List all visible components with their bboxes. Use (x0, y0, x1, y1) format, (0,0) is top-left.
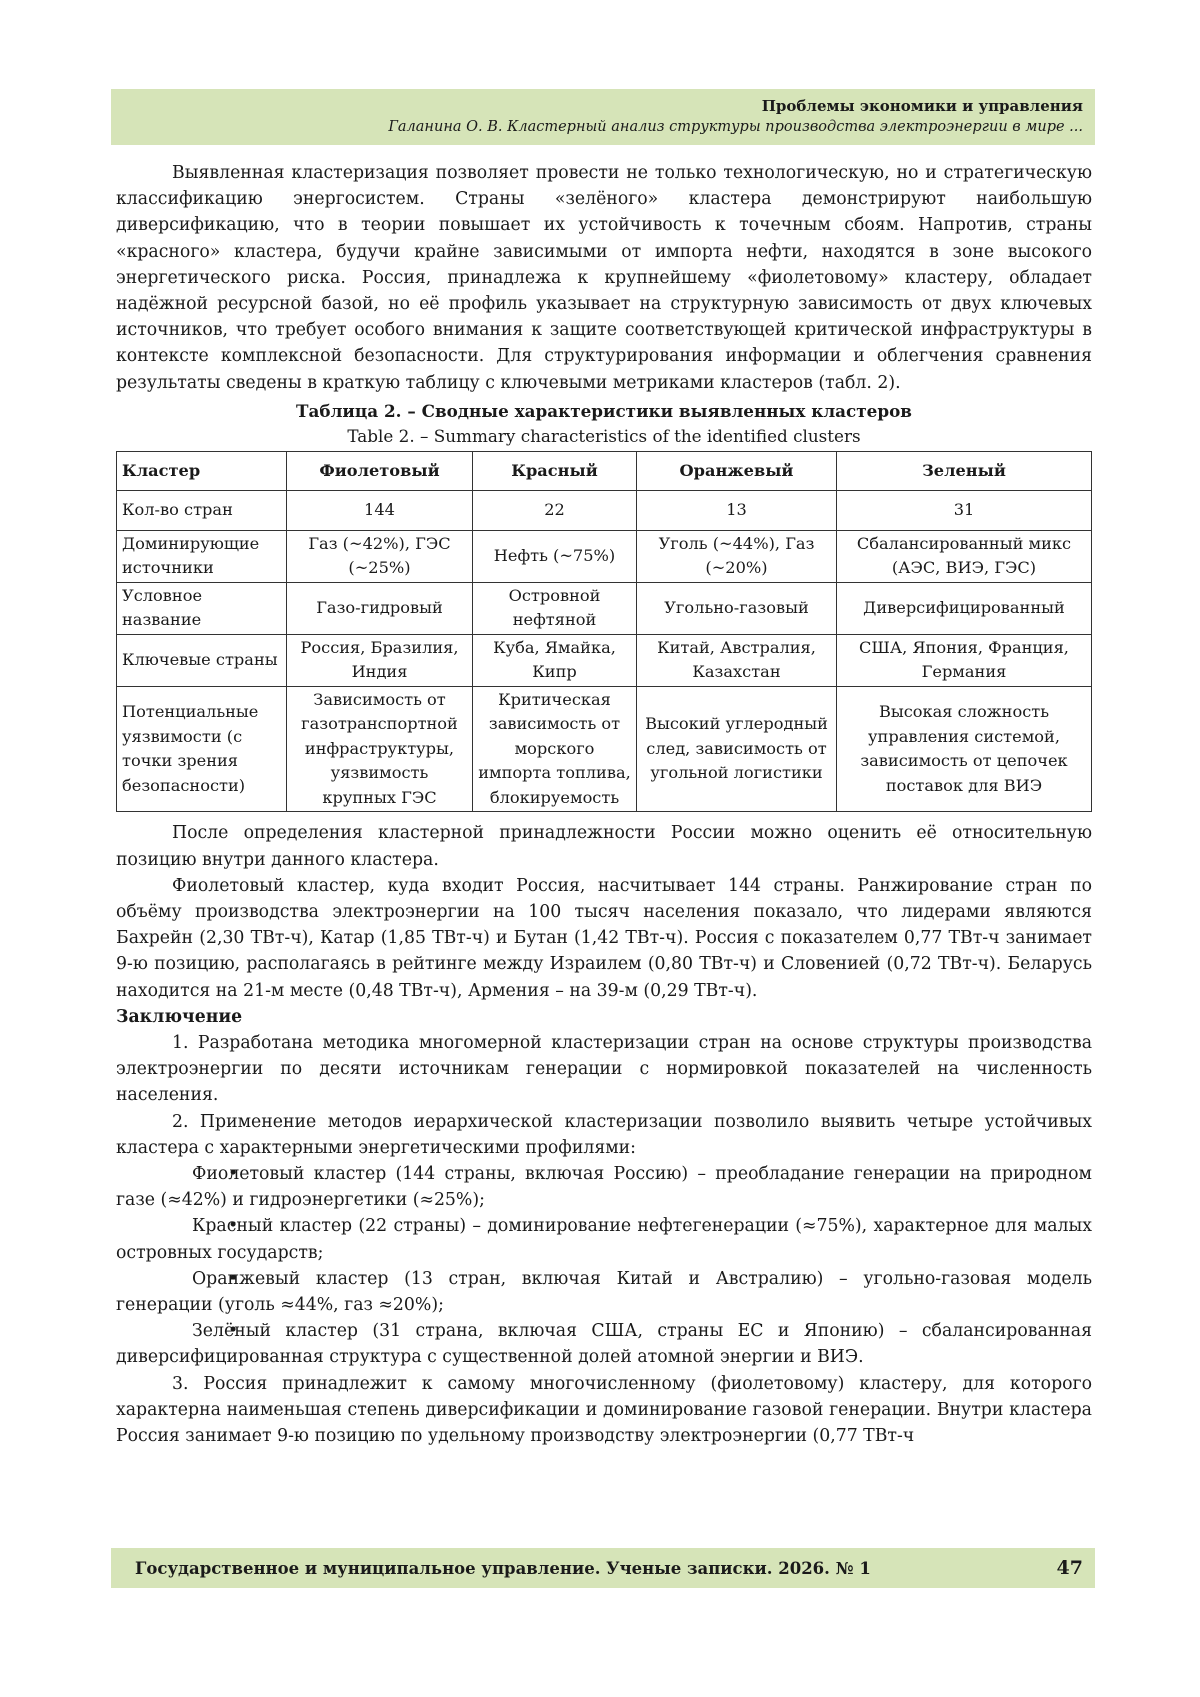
table-cell: Угольно-газовый (637, 582, 837, 634)
running-footer (111, 1548, 1095, 1588)
table-cell: Диверсифицированный (837, 582, 1092, 634)
table-row (117, 490, 1092, 530)
table-row (117, 530, 1092, 582)
page-number: 47 (1056, 1557, 1083, 1579)
table-cell: Россия, Бразилия, Индия (287, 634, 473, 686)
table-cell: 31 (837, 490, 1092, 530)
table-caption-ru: Таблица 2. – Сводные характеристики выявленных кластеров (296, 400, 912, 421)
table-caption-en: Table 2. – Summary characteristics of the identified clusters (347, 425, 861, 446)
table-cell: Кол-во стран (117, 490, 287, 530)
table-cell: Высокий углеродный след, зависимость от угольной логистики (637, 686, 837, 812)
journal-section-title: Проблемы экономики и управления (761, 97, 1083, 115)
table-header-cell: Фиолетовый (287, 451, 473, 490)
table-header-cell: Оранжевый (637, 451, 837, 490)
table-cell: Куба, Ямайка, Кипр (473, 634, 637, 686)
table-row (117, 582, 1092, 634)
table-cell: Уголь (~44%), Газ (~20%) (637, 530, 837, 582)
bullet-item: • Фиолетовый кластер (144 страны, включая Россию) – преобладание генерации на природном газе (≈42%) и гидроэнергетики (≈25%); (116, 1161, 1092, 1213)
table-cell: 144 (287, 490, 473, 530)
table-cell: Доминирующие источники (117, 530, 287, 582)
table-cell: Потенциальные уязвимости (с точки зрения безопасности) (117, 686, 287, 812)
conclusion-item: 3. Россия принадлежит к самому многочисленному (фиолетовому) кластеру, для которого характерна наименьшая степень диверсификации и доминирование газовой генерации. Внутри кластера Россия занимает 9-ю позицию по удельному производству электроэнергии (0,77 ТВт-ч (116, 1373, 1092, 1446)
article-running-title: Галанина О. В. Кластерный анализ структуры производства электроэнергии в мире ... (388, 119, 1083, 135)
table-cell: Газо-гидровый (287, 582, 473, 634)
body-paragraph: Фиолетовый кластер, куда входит Россия, насчитывает 144 страны. Ранжирование стран по объёму производства электроэнергии на 100 тысяч населения показало, что лидерами являются Бахрейн (2,30 ТВт-ч), Катар (1,85 ТВт-ч) и Бутан (1,42 ТВт-ч). Россия с показателем 0,77 ТВт-ч занимает 9-ю позицию, располагаясь в рейтинге между Израилем (0,80 ТВт-ч) и Словенией (0,72 ТВт-ч). Беларусь находится на 21-м месте (0,48 ТВт-ч), Армения – на 39-м (0,29 ТВт-ч). (116, 875, 1092, 1001)
table-row (117, 686, 1092, 812)
table-cell: 13 (637, 490, 837, 530)
table-cell: Ключевые страны (117, 634, 287, 686)
cluster-summary-table (116, 451, 1092, 813)
conclusion-item: 1. Разработана методика многомерной кластеризации стран на основе структуры производства электроэнергии по десяти источникам генерации с нормировкой показателей на численность населения. (116, 1032, 1092, 1106)
table-cell: Нефть (~75%) (473, 530, 637, 582)
running-header (111, 89, 1095, 145)
table-header-cell: Зеленый (837, 451, 1092, 490)
bullet-item: • Оранжевый кластер (13 стран, включая Китай и Австралию) – угольно-газовая модель генерации (уголь ≈44%, газ ≈20%); (116, 1266, 1092, 1318)
page-body (116, 160, 1092, 1449)
journal-title: Государственное и муниципальное управление. Ученые записки. 2026. № 1 (135, 1558, 871, 1578)
table-header-cell: Красный (473, 451, 637, 490)
table-cell: Зависимость от газотранспортной инфраструктуры, уязвимость крупных ГЭС (287, 686, 473, 812)
bullet-item: • Зелёный кластер (31 страна, включая США, страны ЕС и Японию) – сбалансированная диверсифицированная структура с существенной долей атомной энергии и ВИЭ. (116, 1318, 1092, 1370)
table-cell: Условное название (117, 582, 287, 634)
table-cell: Газ (~42%), ГЭС (~25%) (287, 530, 473, 582)
section-heading: Заключение (116, 1006, 243, 1027)
table-cell: Китай, Австралия, Казахстан (637, 634, 837, 686)
conclusion-item: 2. Применение методов иерархической кластеризации позволило выявить четыре устойчивых кластера с характерными энергетическими профилями: (116, 1111, 1092, 1158)
bullet-item: • Красный кластер (22 страны) – доминирование нефтегенерации (≈75%), характерное для малых островных государств; (116, 1213, 1092, 1265)
table-row (117, 634, 1092, 686)
table-cell: США, Япония, Франция, Германия (837, 634, 1092, 686)
table-header-row (117, 451, 1092, 490)
table-header-cell: Кластер (117, 451, 287, 490)
table-cell: Высокая сложность управления системой, зависимость от цепочек поставок для ВИЭ (837, 686, 1092, 812)
table-cell: 22 (473, 490, 637, 530)
table-cell: Сбалансированный микс (АЭС, ВИЭ, ГЭС) (837, 530, 1092, 582)
body-paragraph: После определения кластерной принадлежности России можно оценить её относительную позицию внутри данного кластера. (116, 823, 1092, 870)
table-cell: Островной нефтяной (473, 582, 637, 634)
intro-paragraph: Выявленная кластеризация позволяет провести не только технологическую, но и стратегическую классификацию энергосистем. Страны «зелёного» кластера демонстрируют наибольшую диверсификацию, что в теории повышает их устойчивость к точечным сбоям. Напротив, страны «красного» кластера, будучи крайне зависимыми от импорта нефти, находятся в зоне высокого энергетического риска. Россия, принадлежа к крупнейшему «фиолетовому» кластеру, обладает надёжной ресурсной базой, но её профиль указывает на структурную зависимость от двух ключевых источников, что требует особого внимания к защите соответствующей критической инфраструктуры в контексте комплексной безопасности. Для структурирования информации и облегчения сравнения результаты сведены в краткую таблицу с ключевыми метриками кластеров (табл. 2). (116, 163, 1092, 393)
table-cell: Критическая зависимость от морского импорта топлива, блокируемость (473, 686, 637, 812)
